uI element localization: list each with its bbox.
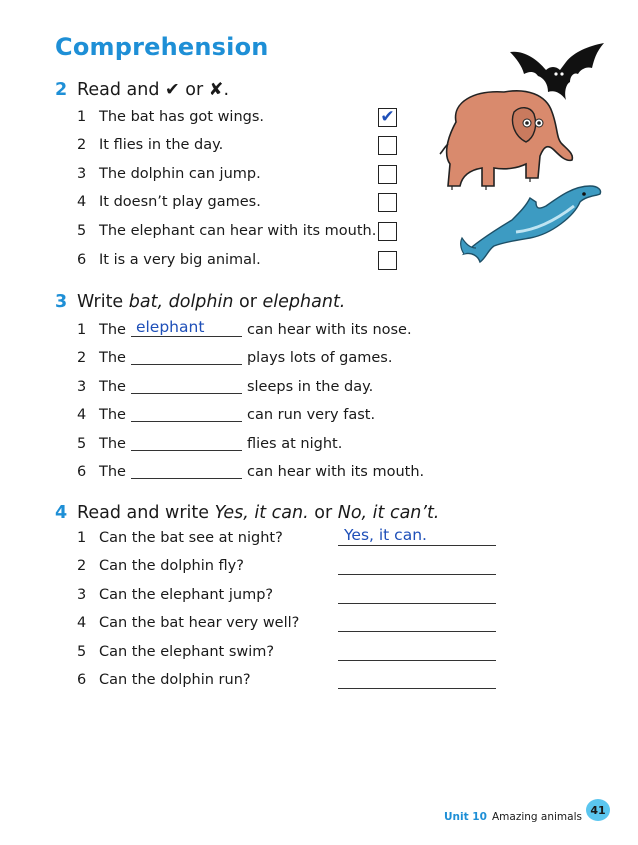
answer-line[interactable] xyxy=(338,642,496,661)
answer-line[interactable] xyxy=(338,613,496,632)
s3-item-1 xyxy=(77,320,412,338)
item-text: It doesn’t play games. xyxy=(99,194,261,210)
heading-text: Read and xyxy=(77,80,160,100)
word-dolphin: dolphin xyxy=(168,292,234,312)
s2-item-6 xyxy=(77,252,261,268)
s4-item-1 xyxy=(77,530,283,546)
s3-item-3 xyxy=(77,377,373,395)
s2-item-1 xyxy=(77,109,264,125)
item-text: The elephant can hear with its mouth. xyxy=(99,223,377,239)
answer-line[interactable] xyxy=(338,585,496,604)
s2-item-4 xyxy=(77,194,261,210)
answer-line[interactable] xyxy=(338,670,496,689)
answer-line[interactable] xyxy=(338,527,496,546)
s3-item-6 xyxy=(77,462,424,480)
item-number: 1 xyxy=(77,530,87,546)
unit-name: Amazing animals xyxy=(491,811,582,823)
checkbox-3[interactable] xyxy=(378,165,397,184)
no-text: No, it can’t. xyxy=(337,503,440,523)
section-3-heading xyxy=(55,292,345,312)
s3-item-4 xyxy=(77,405,375,423)
item-number: 4 xyxy=(77,407,87,423)
item-number: 2 xyxy=(77,350,87,366)
answer-line[interactable] xyxy=(338,556,496,575)
item-number: 6 xyxy=(77,252,87,268)
question-text: Can the elephant jump? xyxy=(99,587,274,603)
answer-blank[interactable] xyxy=(131,377,242,394)
word-bat: bat, xyxy=(128,292,164,312)
question-text: Can the bat hear very well? xyxy=(99,615,300,631)
or-text: or xyxy=(185,80,204,100)
item-number: 5 xyxy=(77,223,87,239)
s3-item-5 xyxy=(77,434,342,452)
s4-item-5 xyxy=(77,644,274,660)
item-post: can hear with its mouth. xyxy=(246,464,425,480)
item-pre: The xyxy=(99,350,126,366)
question-text: Can the elephant swim? xyxy=(99,644,275,660)
item-number: 1 xyxy=(77,109,87,125)
item-number: 6 xyxy=(77,672,87,688)
item-pre: The xyxy=(99,322,126,338)
s4-item-6 xyxy=(77,672,251,688)
s4-item-4 xyxy=(77,615,299,631)
item-number: 5 xyxy=(77,644,87,660)
section-4-heading xyxy=(55,503,439,523)
item-number: 3 xyxy=(77,587,87,603)
item-text: It is a very big animal. xyxy=(99,252,261,268)
checkbox-2[interactable] xyxy=(378,136,397,155)
item-pre: The xyxy=(99,436,126,452)
item-number: 4 xyxy=(77,615,87,631)
handwritten-answer: Yes, it can. xyxy=(344,526,427,544)
checkbox-1[interactable]: ✔ xyxy=(378,108,397,127)
item-number: 1 xyxy=(77,322,87,338)
answer-blank[interactable] xyxy=(131,320,242,337)
question-text: Can the dolphin fly? xyxy=(99,558,244,574)
s4-item-2 xyxy=(77,558,244,574)
item-post: can hear with its nose. xyxy=(246,322,412,338)
checkbox-4[interactable] xyxy=(378,193,397,212)
s4-item-3 xyxy=(77,587,273,603)
s2-item-3 xyxy=(77,166,261,182)
or-text: or xyxy=(314,503,333,523)
heading-text: Write xyxy=(77,292,124,312)
page-number-badge: 41 xyxy=(586,799,610,821)
item-text: The bat has got wings. xyxy=(99,109,265,125)
checkbox-6[interactable] xyxy=(378,251,397,270)
item-number: 5 xyxy=(77,436,87,452)
question-text: Can the bat see at night? xyxy=(99,530,283,546)
item-text: The dolphin can jump. xyxy=(99,166,261,182)
dolphin-icon xyxy=(456,182,604,264)
item-post: sleeps in the day. xyxy=(246,379,374,395)
handwritten-answer: elephant xyxy=(135,318,205,336)
item-post: plays lots of games. xyxy=(246,350,393,366)
footer-unit-label xyxy=(444,805,582,824)
item-number: 4 xyxy=(77,194,87,210)
s2-item-5 xyxy=(77,223,376,239)
s3-item-2 xyxy=(77,348,392,366)
item-number: 6 xyxy=(77,464,87,480)
answer-blank[interactable] xyxy=(131,462,242,479)
cross-symbol: ✘ xyxy=(208,80,224,100)
section-2-heading xyxy=(55,80,229,100)
s2-item-2 xyxy=(77,137,223,153)
section-number: 4 xyxy=(55,503,68,523)
item-post: can run very fast. xyxy=(246,407,376,423)
item-pre: The xyxy=(99,379,126,395)
period: . xyxy=(223,80,230,100)
page-title: Comprehension xyxy=(55,33,269,61)
item-text: It flies in the day. xyxy=(99,137,224,153)
heading-text: Read and write xyxy=(77,503,210,523)
section-number: 3 xyxy=(55,292,68,312)
checkbox-5[interactable] xyxy=(378,222,397,241)
word-elephant: elephant. xyxy=(262,292,346,312)
tick-symbol: ✔ xyxy=(165,80,180,100)
item-number: 2 xyxy=(77,137,87,153)
yes-text: Yes, it can. xyxy=(214,503,309,523)
question-text: Can the dolphin run? xyxy=(99,672,251,688)
item-pre: The xyxy=(99,407,126,423)
section-number: 2 xyxy=(55,80,68,100)
item-number: 2 xyxy=(77,558,87,574)
item-number: 3 xyxy=(77,166,87,182)
unit-number: Unit 10 xyxy=(444,811,487,823)
answer-blank[interactable] xyxy=(131,434,242,451)
answer-blank[interactable] xyxy=(131,348,242,365)
answer-blank[interactable] xyxy=(131,405,242,422)
item-pre: The xyxy=(99,464,126,480)
or-text: or xyxy=(239,292,257,312)
item-post: flies at night. xyxy=(246,436,343,452)
item-number: 3 xyxy=(77,379,87,395)
